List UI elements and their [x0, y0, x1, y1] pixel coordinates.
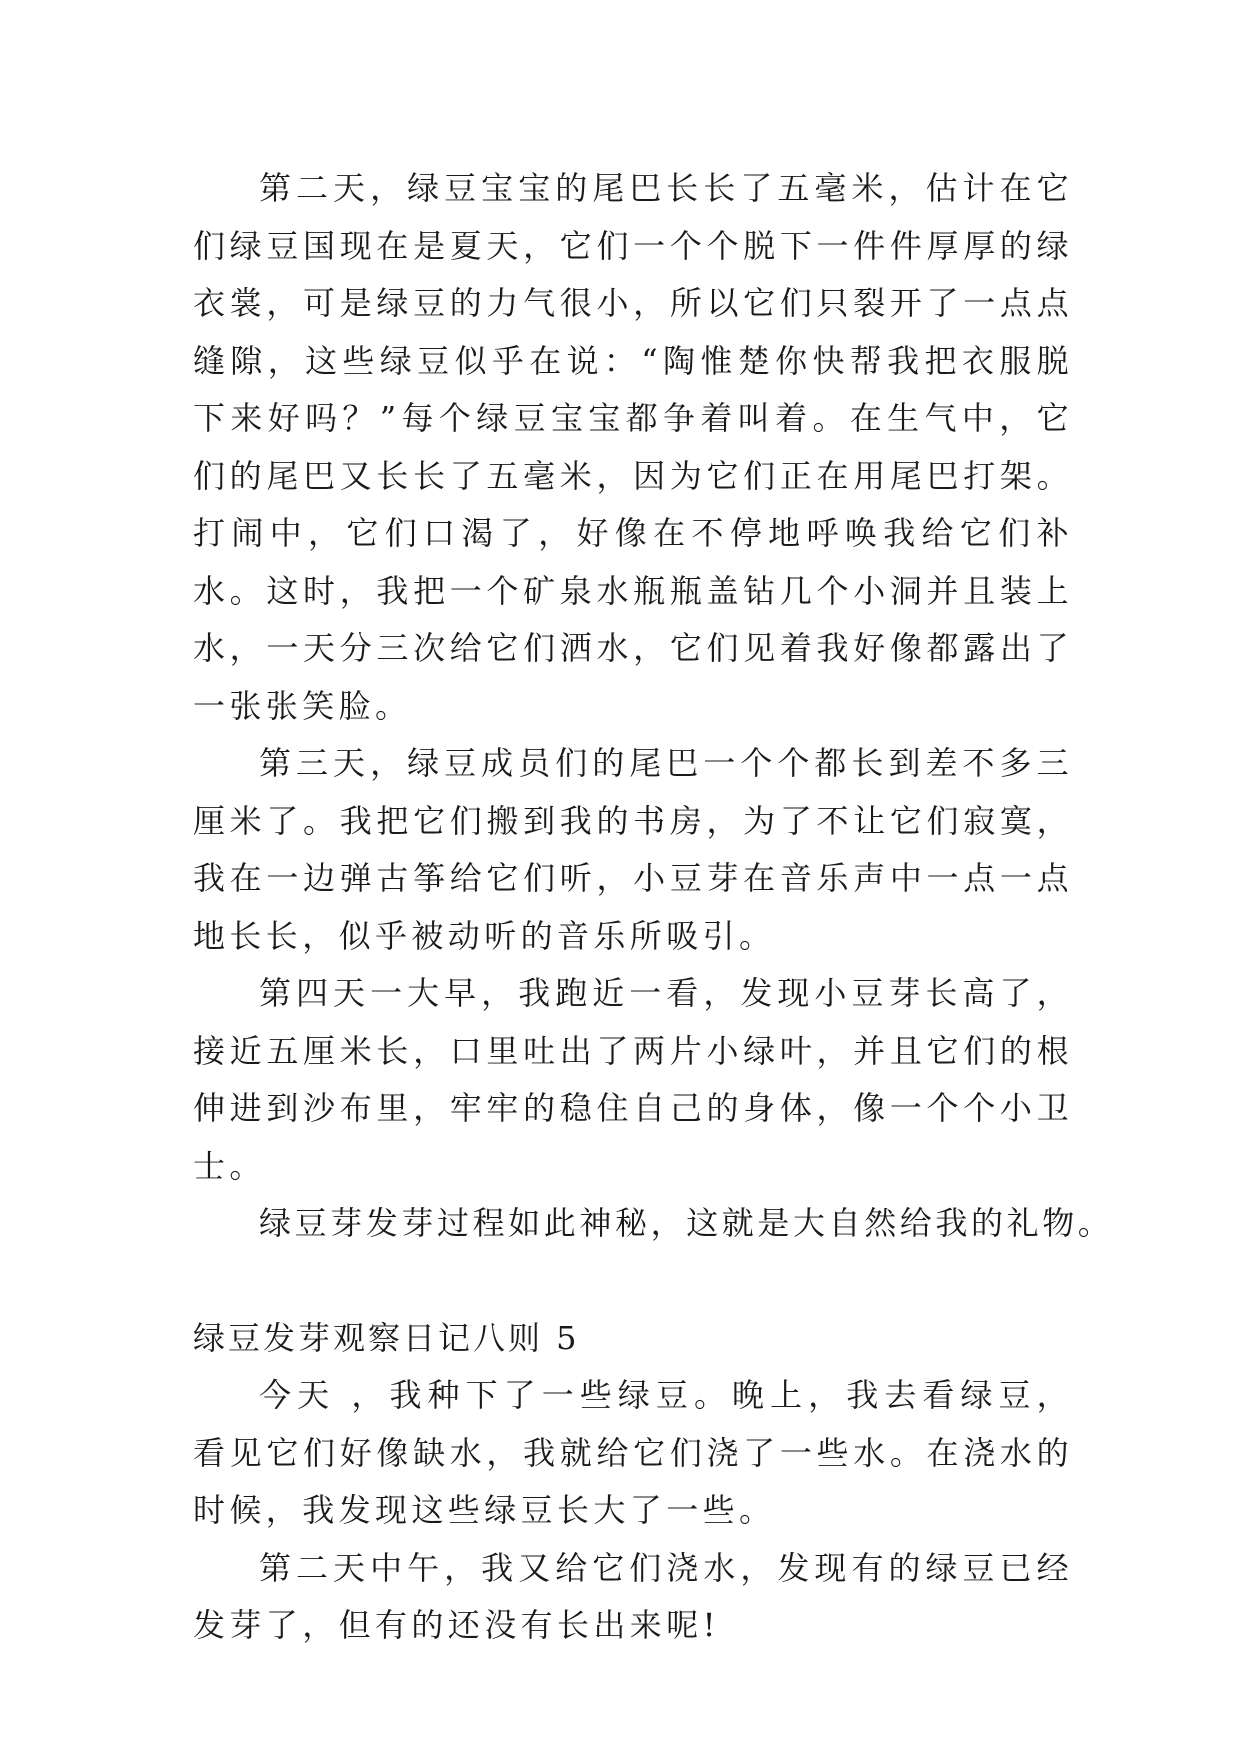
- paragraph-day-four: 第四天一大早，我跑近一看，发现小豆芽长高了，接近五厘米长，口里吐出了两片小绿叶，并且它们的根伸进到沙布里，牢牢的稳住自己的身体，像一个个小卫士。: [193, 974, 1073, 1185]
- paragraph-conclusion: 绿豆芽发芽过程如此神秘，这就是大自然给我的礼物。: [259, 1204, 1114, 1242]
- paragraph-day-three: 第三天，绿豆成员们的尾巴一个个都长到差不多三厘米了。我把它们搬到我的书房，为了不让它们寂寞，我在一边弹古筝给它们听，小豆芽在音乐声中一点一点地长长，似乎被动听的音乐所吸引。: [193, 744, 1073, 955]
- section-title: 绿豆发芽观察日记八则 5: [193, 1318, 580, 1357]
- document-body: [193, 160, 1114, 1655]
- paragraph-today: 今天 ，我种下了一些绿豆。晚上，我去看绿豆，看见它们好像缺水，我就给它们浇了一些水。在浇水的时候，我发现这些绿豆长大了一些。: [193, 1376, 1073, 1529]
- paragraph-day-two: 第二天，绿豆宝宝的尾巴长长了五毫米，估计在它们绿豆国现在是夏天，它们一个个脱下一件件厚厚的绿衣裳，可是绿豆的力气很小，所以它们只裂开了一点点缝隙，这些绿豆似乎在说：“陶惟楚你快帮我把衣服脱下来好吗？”每个绿豆宝宝都争着叫着。在生气中，它们的尾巴又长长了五毫米，因为它们正在用尾巴打架。打闹中，它们口渴了，好像在不停地呼唤我给它们补水。这时，我把一个矿泉水瓶瓶盖钻几个小洞并且装上水，一天分三次给它们洒水，它们见着我好像都露出了一张张笑脸。: [193, 169, 1073, 725]
- paragraph-second-day-noon: 第二天中午，我又给它们浇水，发现有的绿豆已经发芽了，但有的还没有长出来呢!: [193, 1548, 1073, 1644]
